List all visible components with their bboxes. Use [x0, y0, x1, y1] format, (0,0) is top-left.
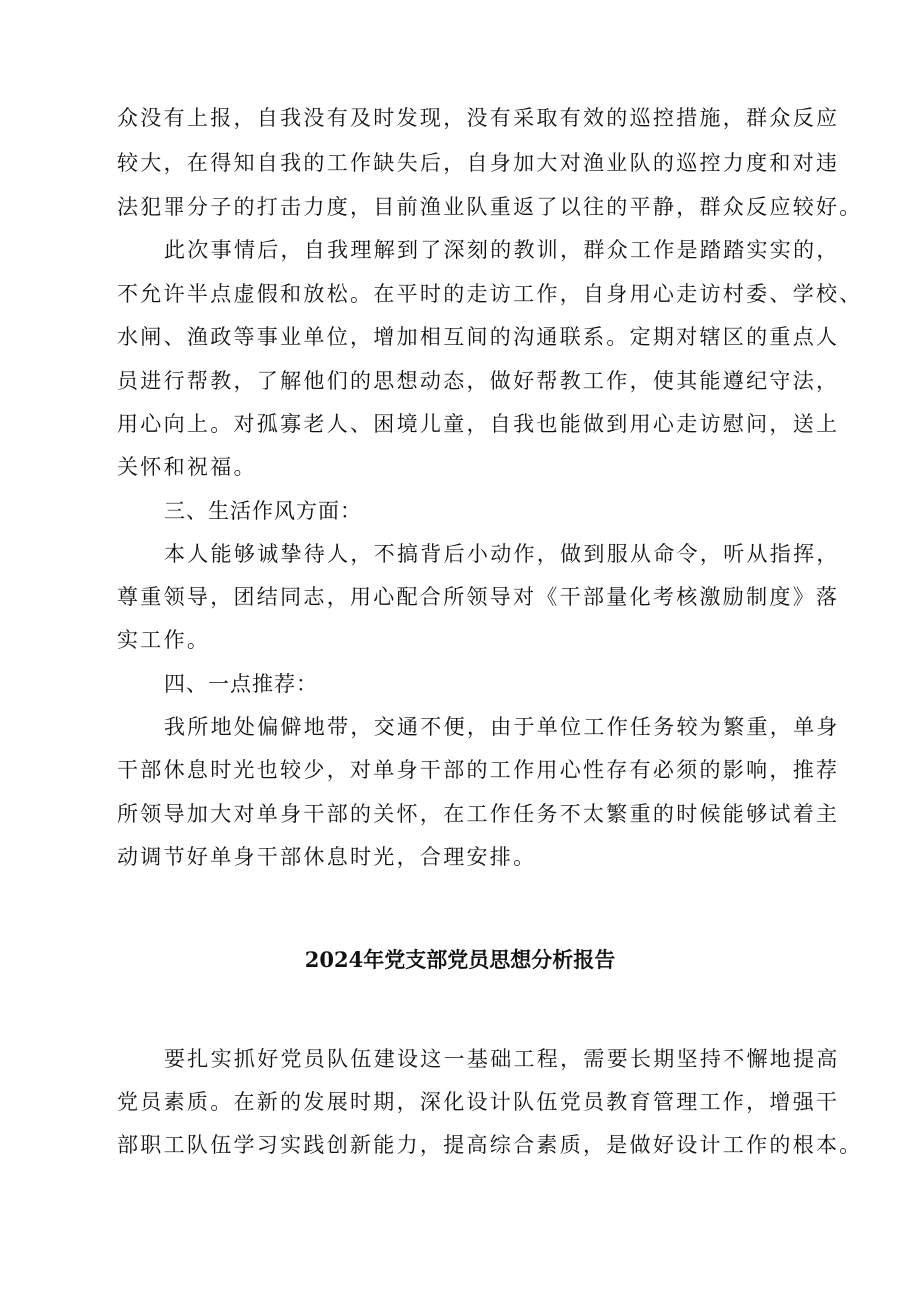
body-text-line: 要扎实抓好党员队伍建设这一基础工程，需要长期坚持不懈地提高: [164, 1047, 840, 1071]
body-text-line: 党员素质。在新的发展时期，深化设计队伍党员教育管理工作，增强干: [117, 1090, 840, 1114]
body-text-line: 不允许半点虚假和放松。在平时的走访工作，自身用心走访村委、学校、: [117, 282, 863, 306]
body-text-line: 部职工队伍学习实践创新能力，提高综合素质，是做好设计工作的根本。: [117, 1133, 863, 1157]
body-text-line: 此次事情后，自我理解到了深刻的教训，群众工作是踏踏实实的，: [164, 238, 840, 262]
body-text-line: 员进行帮教，了解他们的思想动态，做好帮教工作，使其能遵纪守法，: [117, 369, 840, 393]
body-text-line: 水闸、渔政等事业单位，增加相互间的沟通联系。定期对辖区的重点人: [117, 325, 840, 349]
body-text-line: 动调节好单身干部休息时光，合理安排。: [117, 845, 537, 869]
body-text-line: 众没有上报，自我没有及时发现，没有采取有效的巡控措施，群众反应: [117, 106, 840, 130]
body-text-line: 用心向上。对孤寡老人、困境儿童，自我也能做到用心走访慰问，送上: [117, 412, 840, 436]
section-heading: 三、生活作风方面：: [164, 499, 362, 523]
body-text-line: 关怀和祝福。: [117, 455, 257, 479]
report-title: 2024年党支部党员思想分析报告: [304, 947, 616, 972]
body-text-line: 较大，在得知自我的工作缺失后，自身加大对渔业队的巡控力度和对违: [117, 151, 840, 175]
body-text-line: 所领导加大对单身干部的关怀，在工作任务不太繁重的时候能够试着主: [117, 802, 840, 826]
body-text-line: 尊重领导，团结同志，用心配合所领导对《干部量化考核激励制度》落: [117, 585, 840, 609]
body-text-line: 我所地处偏僻地带，交通不便，由于单位工作任务较为繁重，单身: [164, 715, 840, 739]
section-heading: 四、一点推荐：: [164, 672, 318, 696]
body-text-line: 法犯罪分子的打击力度，目前渔业队重返了以往的平静，群众反应较好。: [117, 195, 863, 219]
body-text-line: 实工作。: [117, 628, 211, 652]
body-text-line: 本人能够诚挚待人，不搞背后小动作，做到服从命令，听从指挥，: [164, 542, 840, 566]
body-text-line: 干部休息时光也较少，对单身干部的工作用心性存有必须的影响，推荐: [117, 758, 840, 782]
